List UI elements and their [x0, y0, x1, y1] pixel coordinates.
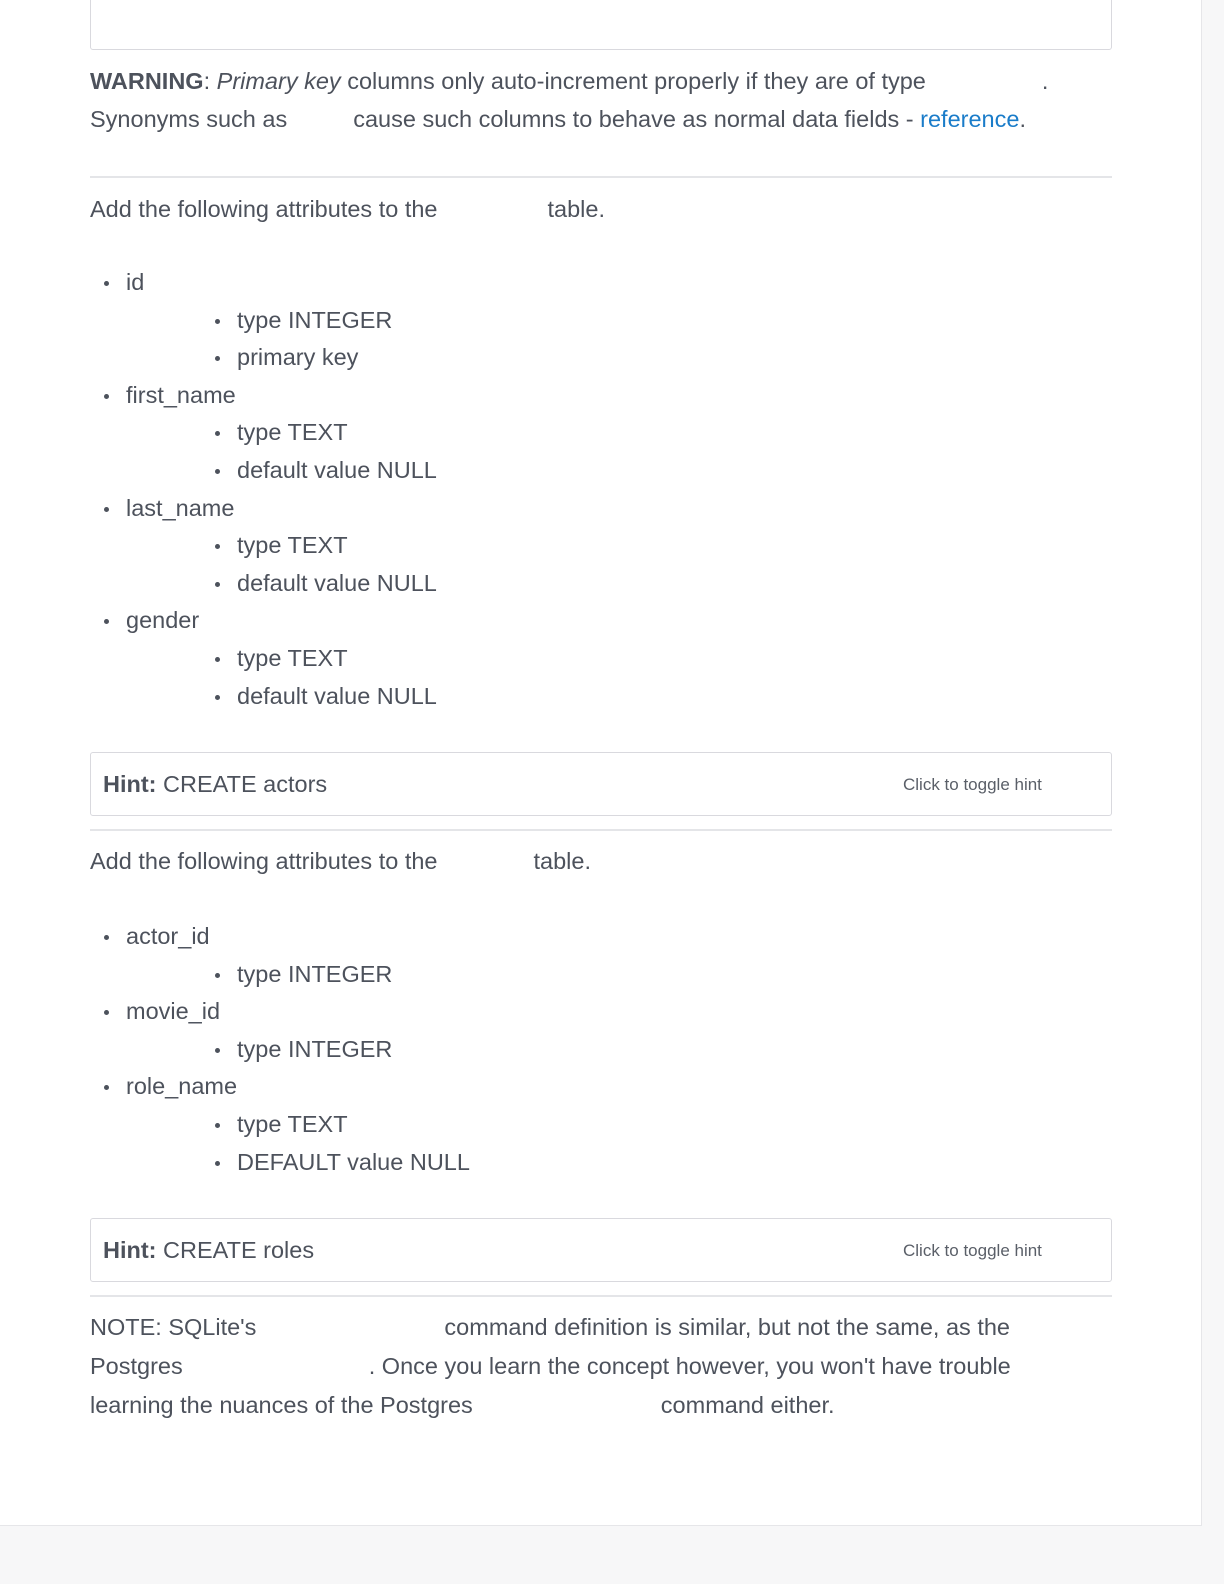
- note-line-1: NOTE: SQLite's command definition is similar, but not the same, as the: [90, 1314, 1011, 1340]
- divider: [90, 829, 1112, 831]
- warning-line-1: WARNING: Primary key columns only auto-increment properly if they are of type .: [90, 68, 1049, 94]
- list-item: id: [90, 264, 437, 302]
- note-line-3: learning the nuances of the Postgres command either.: [90, 1392, 835, 1418]
- note-line-2: Postgres . Once you learn the concept however, you won't have trouble: [90, 1353, 1011, 1379]
- code-box: [90, 0, 1112, 50]
- divider: [90, 1295, 1112, 1297]
- list-item: type TEXT: [90, 414, 437, 452]
- hint-label: Hint:: [103, 771, 157, 797]
- scrollbar-track[interactable]: [1201, 0, 1224, 1584]
- warning-line-2: Synonyms such as cause such columns to behave as normal data fields - reference.: [90, 106, 1026, 132]
- primary-key-term: Primary key: [216, 68, 341, 94]
- hint-label: Hint:: [103, 1237, 157, 1263]
- reference-link[interactable]: reference: [920, 106, 1020, 132]
- list-item: actor_id: [90, 918, 470, 956]
- section1-attribute-list: [90, 264, 437, 715]
- warning-label: WARNING: [90, 68, 204, 94]
- toggle-hint-label[interactable]: Click to toggle hint: [903, 1241, 1042, 1260]
- list-item: default value NULL: [90, 452, 437, 490]
- hint-text: CREATE roles: [163, 1237, 315, 1263]
- hint-text: CREATE actors: [163, 771, 328, 797]
- list-item: role_name: [90, 1068, 470, 1106]
- list-item: gender: [90, 602, 437, 640]
- section2-attribute-list: [90, 918, 470, 1181]
- list-item: type TEXT: [90, 1106, 470, 1144]
- list-item: first_name: [90, 377, 437, 415]
- list-item: movie_id: [90, 993, 470, 1031]
- hint-toggle-roles[interactable]: [90, 1218, 1112, 1282]
- list-item: default value NULL: [90, 678, 437, 716]
- list-item: type TEXT: [90, 527, 437, 565]
- section1-intro: Add the following attributes to the table.: [90, 196, 605, 222]
- list-item: last_name: [90, 490, 437, 528]
- list-item: DEFAULT value NULL: [90, 1144, 470, 1182]
- list-item: type INTEGER: [90, 302, 437, 340]
- section2-intro: Add the following attributes to the table.: [90, 848, 591, 874]
- hint-toggle-actors[interactable]: [90, 752, 1112, 816]
- list-item: type INTEGER: [90, 1031, 470, 1069]
- list-item: type TEXT: [90, 640, 437, 678]
- list-item: default value NULL: [90, 565, 437, 603]
- divider: [90, 176, 1112, 178]
- toggle-hint-label[interactable]: Click to toggle hint: [903, 775, 1042, 794]
- list-item: primary key: [90, 339, 437, 377]
- list-item: type INTEGER: [90, 956, 470, 994]
- page-footer: [0, 1526, 1202, 1584]
